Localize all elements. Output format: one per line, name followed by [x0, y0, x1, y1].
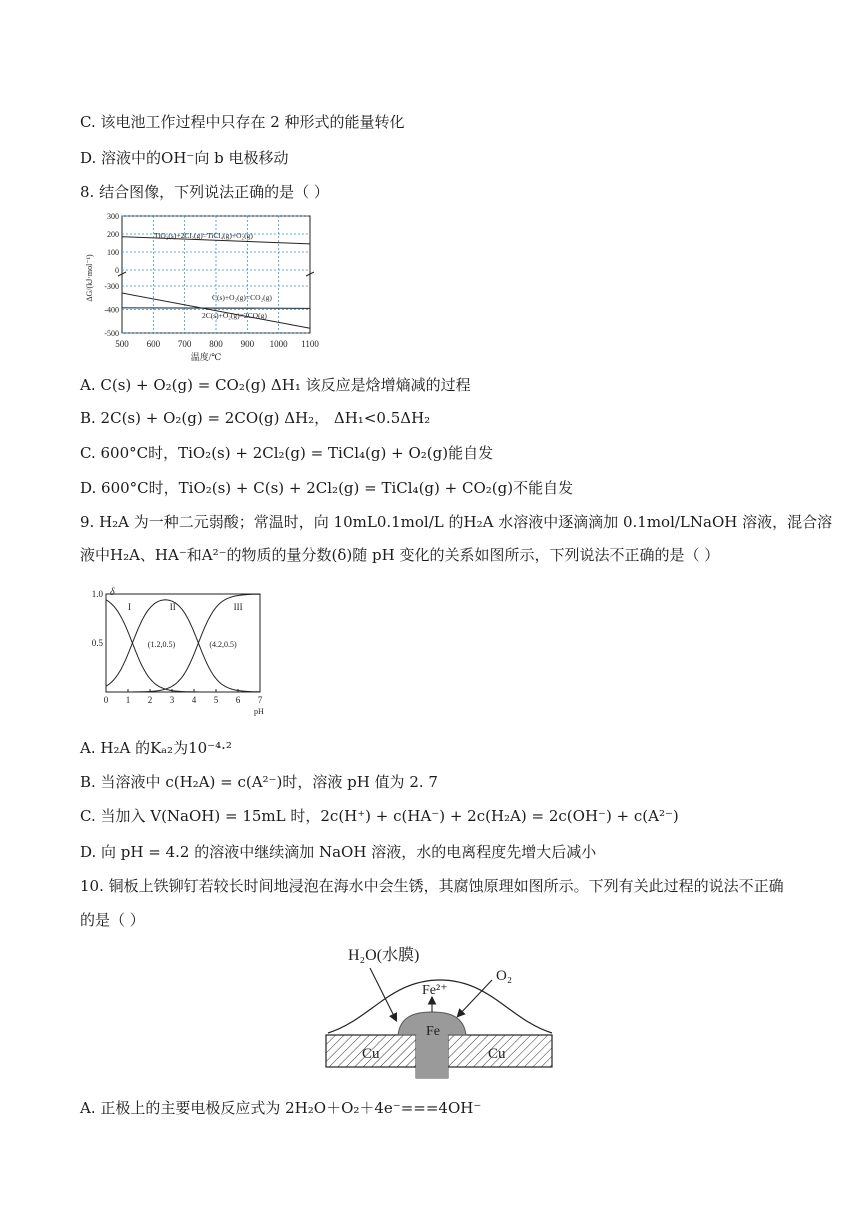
fe-label: Fe [426, 1024, 440, 1039]
x-tick-label: 2 [147, 695, 153, 705]
curve-1 [106, 600, 260, 692]
x-tick-label: 1000 [269, 339, 288, 349]
corrosion-diagram-svg [320, 940, 560, 1085]
q10-option-a: A. 正极上的主要电极反应式为 2H₂O＋O₂＋4e⁻===4OH⁻ [80, 1099, 482, 1117]
x-tick-label: 700 [177, 339, 192, 349]
y-tick-label: 1.0 [91, 589, 103, 599]
x-tick-label: 900 [240, 339, 255, 349]
x-tick-label: 7 [257, 695, 263, 705]
label-ti: TiO₂(s)+2Cl₂(g)=TiCl₄(g)+O₂(g) [154, 231, 253, 240]
q7-option-d: D. 溶液中的OH⁻向 b 电极移动 [80, 149, 289, 167]
x-tick-label: 0 [103, 695, 109, 705]
y-tick-label: 100 [107, 248, 119, 257]
y-tick-label: 0 [115, 266, 119, 275]
y-tick-label: -400 [104, 305, 119, 315]
y-tick-label: 0.5 [91, 638, 103, 648]
y-tick-label: 300 [107, 212, 119, 221]
y-axis-label: ΔG/(kJ·mol⁻¹) [85, 254, 94, 302]
o2-arrow [458, 980, 492, 1016]
q9-option-a: A. H₂A 的Kₐ₂为10⁻⁴·² [80, 739, 232, 757]
o2-label: O₂ [496, 968, 513, 984]
cu-left-label: Cu [362, 1046, 380, 1062]
label-co: 2C(s)+O₂(g)=2CO(g) [202, 311, 267, 320]
curve-label-3: III [233, 602, 243, 612]
label-co2: C(s)+O₂(g)=CO₂(g) [212, 293, 272, 302]
delta-chart-svg [82, 584, 272, 724]
q10-stem-line1: 10. 铜板上铁铆钉若较长时间地浸泡在海水中会生锈，其腐蚀原理如图所示。下列有关此过程的说法不正确 [80, 877, 784, 895]
q8-option-d: D. 600°C时，TiO₂(s) + C(s) + 2Cl₂(g) = TiCl₄(g) + CO₂(g)不能自发 [80, 479, 574, 497]
q9-option-d: D. 向 pH = 4.2 的溶液中继续滴加 NaOH 溶液，水的电离程度先增大后减小 [80, 843, 597, 861]
q8-stem: 8. 结合图像，下列说法正确的是（ ） [80, 183, 329, 201]
q9-option-c: C. 当加入 V(NaOH) = 15mL 时，2c(H⁺) + c(HA⁻) + 2c(H₂A) = 2c(OH⁻) + c(A²⁻) [80, 807, 679, 825]
x-axis-label: 温度/℃ [190, 352, 222, 362]
curve-label-1: I [128, 602, 131, 612]
q8-option-a: A. C(s) + O₂(g) = CO₂(g) ΔH₁ 该反应是焓增熵减的过程 [80, 376, 471, 394]
figure-dg-temperature [82, 208, 322, 368]
y-tick-label: -500 [104, 329, 119, 338]
curve-2 [106, 600, 260, 692]
y-axis-label: δ [110, 587, 115, 598]
curve-label-2: II [169, 602, 176, 612]
x-tick-label: 800 [209, 339, 223, 349]
water-label: H₂O(水膜) [348, 947, 420, 964]
q7-option-c: C. 该电池工作过程中只存在 2 种形式的能量转化 [80, 113, 405, 131]
x-tick-label: 600 [146, 339, 161, 349]
x-tick-label: 3 [169, 695, 175, 705]
q9-stem-line2: 液中H₂A、HA⁻和A²⁻的物质的量分数(δ)随 pH 变化的关系如图所示，下列说法不正确的是（ ） [80, 546, 720, 564]
x-tick-label: 4 [191, 695, 197, 705]
rivet-shank [416, 1035, 448, 1078]
cu-right-label: Cu [488, 1046, 506, 1062]
fe2-label: Fe²⁺ [422, 983, 448, 998]
figure-corrosion [320, 940, 560, 1085]
x-tick-label: 500 [115, 339, 129, 349]
dg-chart-svg [82, 208, 322, 368]
y-tick-label: 200 [107, 230, 119, 239]
q9-option-b: B. 当溶液中 c(H₂A) = c(A²⁻)时，溶液 pH 值为 2. 7 [80, 773, 438, 791]
point-label-2: (4.2,0.5) [209, 640, 237, 649]
q8-option-c: C. 600°C时，TiO₂(s) + 2Cl₂(g) = TiCl₄(g) + O₂(g)能自发 [80, 444, 494, 462]
q10-stem-line2: 的是（ ） [80, 911, 145, 929]
y-tick-label: -300 [104, 282, 119, 291]
x-tick-label: 1 [125, 695, 131, 705]
x-tick-label: 5 [213, 695, 219, 705]
x-tick-label: 6 [235, 695, 241, 705]
x-tick-label: 1100 [301, 339, 319, 349]
q9-stem-line1: 9. H₂A 为一种二元弱酸；常温时，向 10mL0.1mol/L 的H₂A 水溶液中逐滴滴加 0.1mol/LNaOH 溶液，混合溶 [80, 513, 833, 531]
figure-delta-ph [82, 584, 272, 724]
point-label-1: (1.2,0.5) [147, 640, 176, 649]
q8-option-b: B. 2C(s) + O₂(g) = 2CO(g) ΔH₂， ΔH₁<0.5ΔH₂ [80, 409, 431, 427]
x-axis-label: pH [254, 707, 264, 716]
